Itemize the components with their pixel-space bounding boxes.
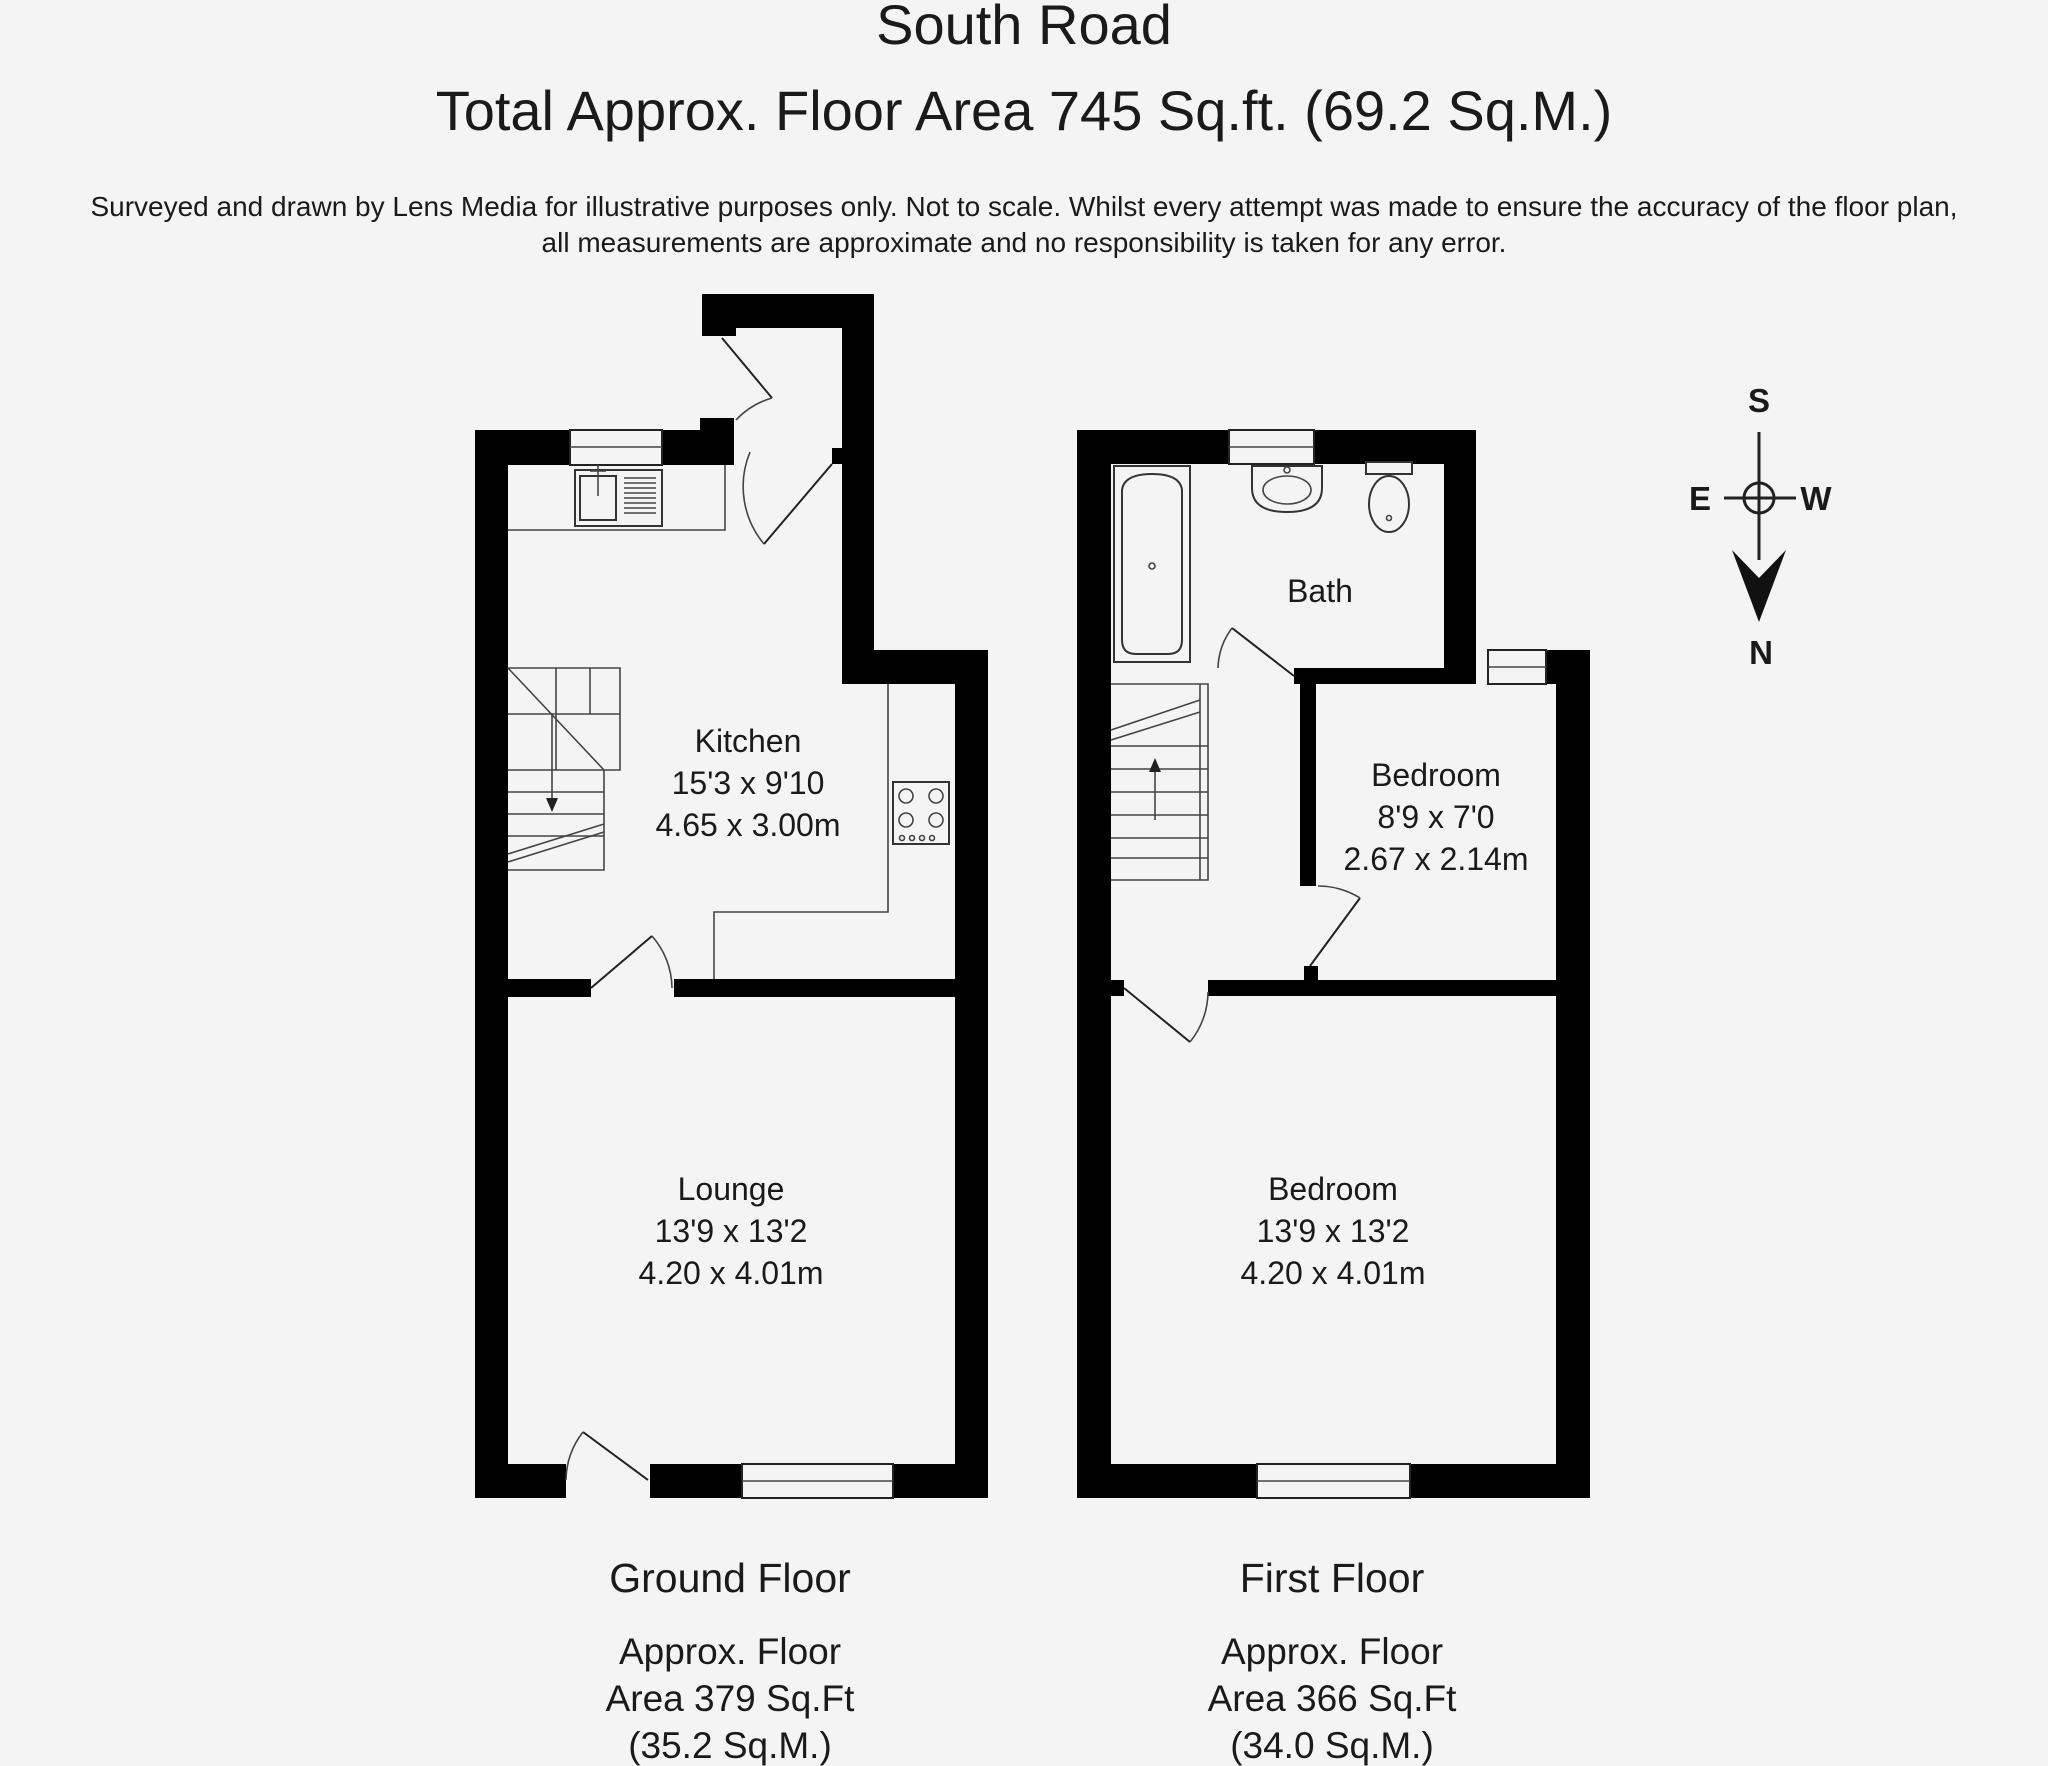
ground-floor-area-line-2: Area 379 Sq.Ft — [605, 1678, 855, 1719]
wall — [1410, 1464, 1590, 1498]
wall — [505, 979, 591, 997]
bedroom-main-size-metric: 4.20 x 4.01m — [1240, 1255, 1426, 1291]
compass-right-label: W — [1800, 480, 1832, 517]
bedroom-small-size-imperial: 8'9 x 7'0 — [1377, 799, 1495, 835]
door — [764, 464, 832, 544]
first-floor-area-line-3: (34.0 Sq.M.) — [1230, 1725, 1434, 1766]
wall — [702, 294, 736, 336]
wall — [955, 650, 988, 1498]
toilet-icon — [1366, 462, 1412, 532]
first-floor-plan — [1077, 430, 1590, 1498]
wall — [475, 430, 570, 465]
plan-title: South Road — [876, 0, 1172, 56]
compass-left-label: E — [1688, 480, 1712, 517]
hob-icon — [893, 782, 949, 844]
lounge-size-metric: 4.20 x 4.01m — [638, 1255, 824, 1291]
lounge-size-imperial: 13'9 x 13'2 — [654, 1213, 808, 1249]
wall — [893, 1464, 988, 1498]
wall — [1556, 650, 1590, 1498]
ground-floor-plan — [475, 294, 988, 1512]
wall — [1077, 430, 1229, 464]
total-floor-area: Total Approx. Floor Area 745 Sq.ft. (69.2 Sq.M.) — [435, 79, 1613, 142]
compass-bottom-label: N — [1749, 634, 1773, 671]
door — [583, 1432, 648, 1480]
first-floor-area-line-1: Approx. Floor — [1220, 1631, 1444, 1672]
wall — [700, 418, 734, 465]
wall — [475, 1464, 566, 1498]
staircase — [1111, 684, 1208, 880]
bathtub-icon — [1114, 466, 1190, 662]
lounge-name: Lounge — [677, 1171, 785, 1207]
door — [722, 338, 772, 398]
wall — [1077, 430, 1111, 1498]
ground-floor-label: Ground Floor — [609, 1555, 851, 1601]
door — [591, 936, 652, 988]
sink-icon — [575, 465, 662, 526]
disclaimer-line-1: Surveyed and drawn by Lens Media for illustrative purposes only. Not to scale. Whilst every attempt was made to ensure the accuracy of the floor plan, — [90, 191, 1958, 222]
compass-icon — [1689, 382, 1832, 671]
wall — [1108, 980, 1124, 996]
bedroom-small-size-metric: 2.67 x 2.14m — [1343, 841, 1529, 877]
disclaimer-line-2: all measurements are approximate and no responsibility is taken for any error. — [541, 227, 1507, 258]
wall — [842, 294, 874, 684]
bedroom-main-size-imperial: 13'9 x 13'2 — [1256, 1213, 1410, 1249]
basin-icon — [1252, 466, 1322, 512]
compass-top-label: S — [1747, 382, 1771, 419]
wall — [1077, 1464, 1257, 1498]
wall — [674, 979, 958, 997]
bath-name: Bath — [1287, 573, 1353, 609]
ground-floor-area-line-1: Approx. Floor — [618, 1631, 842, 1672]
first-floor-area-line-2: Area 366 Sq.Ft — [1207, 1678, 1457, 1719]
wall — [1444, 430, 1476, 684]
wall — [475, 430, 508, 1498]
wall — [832, 448, 846, 464]
bedroom-main-name: Bedroom — [1268, 1171, 1398, 1207]
wall — [650, 1464, 742, 1498]
ground-floor-area-line-3: (35.2 Sq.M.) — [628, 1725, 832, 1766]
door — [1310, 898, 1360, 966]
bedroom-small-name: Bedroom — [1371, 757, 1501, 793]
kitchen-name: Kitchen — [694, 723, 802, 759]
door — [1232, 628, 1294, 676]
wall — [1300, 668, 1316, 886]
staircase — [508, 668, 620, 870]
kitchen-size-imperial: 15'3 x 9'10 — [671, 765, 825, 801]
door — [1124, 988, 1190, 1042]
wall — [1208, 980, 1590, 996]
kitchen-size-metric: 4.65 x 3.00m — [655, 807, 841, 843]
wall — [1294, 668, 1476, 684]
first-floor-label: First Floor — [1239, 1555, 1425, 1601]
